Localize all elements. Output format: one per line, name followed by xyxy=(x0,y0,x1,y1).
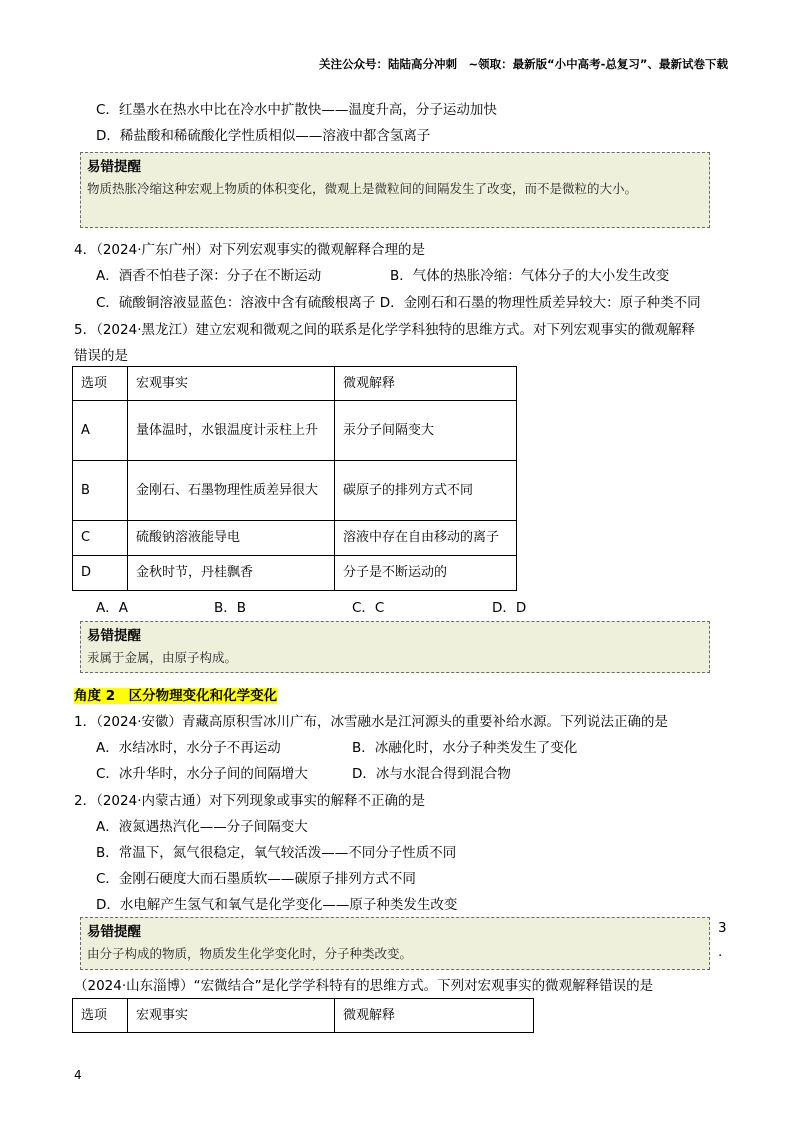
section-question-2-stem: 2．（2024·内蒙古通）对下列现象或事实的解释不正确的是 xyxy=(74,793,425,809)
table-header-cell: 宏观事实 xyxy=(128,367,335,401)
table-cell: B xyxy=(73,461,128,521)
question-3-table xyxy=(72,998,534,1033)
tip-title: 易错提醒 xyxy=(87,159,141,175)
table-cell: 硫酸钠溶液能导电 xyxy=(128,521,335,556)
tip-title: 易错提醒 xyxy=(87,628,141,644)
table-cell: D xyxy=(73,556,128,591)
question-4-option-cd: C．硫酸铜溶液显蓝色：溶液中含有硫酸根离子 D．金刚石和石墨的物理性质差异较大：原子种类不同 xyxy=(96,295,701,311)
table-header-cell: 选项 xyxy=(73,999,128,1033)
question-5-answer-c: C．C xyxy=(352,600,385,616)
question-4-stem: 4．（2024·广东广州）对下列宏观事实的微观解释合理的是 xyxy=(74,242,425,258)
tip-body: 物质热胀冷缩这种宏观上物质的体积变化，微观上是微粒间的间隔发生了改变，而不是微粒的大小。 xyxy=(87,181,638,196)
table-cell: 碳原子的排列方式不同 xyxy=(335,461,517,521)
tip-title: 易错提醒 xyxy=(87,924,141,940)
question-5-answer-d: D．D xyxy=(492,600,527,616)
table-header-cell: 宏观事实 xyxy=(128,999,335,1033)
table-row xyxy=(73,556,517,591)
table-cell: 金刚石、石墨物理性质差异很大 xyxy=(128,461,335,521)
section-question-1-option-b: B．冰融化时，水分子种类发生了变化 xyxy=(352,740,578,756)
tip-box-3 xyxy=(80,917,710,970)
table-cell: 溶液中存在自由移动的离子 xyxy=(335,521,517,556)
tip-box-2 xyxy=(80,621,710,673)
section-question-2-option-c: C．金刚石硬度大而石墨质软——碳原子排列方式不同 xyxy=(96,871,416,887)
section-question-2-option-a: A．液氮遇热汽化——分子间隔变大 xyxy=(96,819,308,835)
page-header: 关注公众号：陆陆高分冲刺 ~领取：最新版“小中高考-总复习”、最新试卷下载 xyxy=(318,57,728,71)
page-number: 4 xyxy=(74,1068,82,1082)
section-question-1-option-c: C．冰升华时，水分子间的间隔增大 xyxy=(96,766,308,782)
option-d-top: D．稀盐酸和稀硫酸化学性质相似——溶液中都含氢离子 xyxy=(96,128,431,144)
table-row xyxy=(73,401,517,461)
option-c-top: C．红墨水在热水中比在冷水中扩散快——温度升高，分子运动加快 xyxy=(96,102,497,118)
table-cell: 金秋时节，丹桂飘香 xyxy=(128,556,335,591)
table-cell: 量体温时，水银温度计汞柱上升 xyxy=(128,401,335,461)
table-row xyxy=(73,461,517,521)
question-5-answer-a: A．A xyxy=(96,600,128,616)
table-cell: A xyxy=(73,401,128,461)
section-question-2-option-d: D．水电解产生氢气和氧气是化学变化——原子种类发生改变 xyxy=(96,897,458,913)
question-5-answer-b: B．B xyxy=(214,600,247,616)
question-5-table xyxy=(72,366,517,591)
table-header-cell: 微观解释 xyxy=(335,367,517,401)
tip-box-1 xyxy=(80,152,710,228)
section-question-1-stem: 1．（2024·安徽）青藏高原积雪冰川广布，冰雪融水是江河源头的重要补给水源。下列说法正确的是 xyxy=(74,714,668,730)
tip-body: 汞属于金属，由原子构成。 xyxy=(87,650,238,665)
section-question-1-option-a: A．水结冰时，水分子不再运动 xyxy=(96,740,281,756)
section-question-2-option-b: B．常温下，氮气很稳定，氧气较活泼——不同分子性质不同 xyxy=(96,845,457,861)
question-4-option-a: A．酒香不怕巷子深：分子在不断运动 xyxy=(96,268,322,284)
question-4-option-b: B．气体的热胀冷缩：气体分子的大小发生改变 xyxy=(390,268,670,284)
table-cell: C xyxy=(73,521,128,556)
table-header-cell: 选项 xyxy=(73,367,128,401)
table-header-cell: 微观解释 xyxy=(335,999,534,1033)
table-row xyxy=(73,521,517,556)
question-3-stem: （2024·山东淄博）“宏微结合”是化学学科特有的思维方式。下列对宏观事实的微观解释错误的是 xyxy=(74,978,654,994)
table-header-row xyxy=(73,367,517,401)
table-cell: 汞分子间隔变大 xyxy=(335,401,517,461)
tip-body: 由分子构成的物质，物质发生化学变化时，分子种类改变。 xyxy=(87,946,413,961)
question-5-stem: 5．（2024·黑龙江）建立宏观和微观之间的联系是化学学科独特的思维方式。对下列宏观事实的微观解释 xyxy=(74,322,695,338)
table-cell: 分子是不断运动的 xyxy=(335,556,517,591)
section-heading: 角度 2 区分物理变化和化学变化 xyxy=(74,688,278,704)
section-question-1-option-d: D．冰与水混合得到混合物 xyxy=(352,766,511,782)
question-5-stem-cont: 错误的是 xyxy=(74,348,128,364)
table-header-row xyxy=(73,999,534,1033)
question-3-number: 3 xyxy=(718,920,727,936)
question-3-number-dot: . xyxy=(718,944,723,960)
